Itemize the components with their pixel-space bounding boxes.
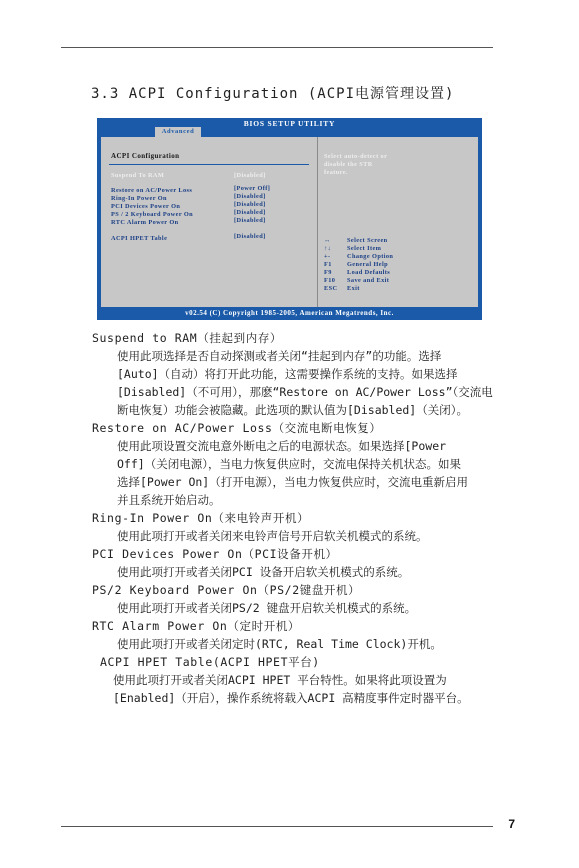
bios-help-line: Select auto-detect or <box>324 153 388 160</box>
bios-divider <box>109 164 309 165</box>
bios-key: F10 <box>324 277 336 284</box>
section-title: 3.3 ACPI Configuration (ACPI电源管理设置) <box>91 86 455 102</box>
bios-heading: ACPI Configuration <box>111 152 180 160</box>
item-heading: Ring-In Power On（来电铃声开机） <box>92 511 310 525</box>
bios-key-desc: Change Option <box>347 253 394 260</box>
bios-key-desc: Select Item <box>347 245 382 252</box>
bios-title: BIOS SETUP UTILITY <box>243 119 336 128</box>
bios-option-value: [Disabled] <box>234 193 266 200</box>
bios-option-value: [Disabled] <box>234 201 266 208</box>
bios-option-value: [Power Off] <box>234 185 271 192</box>
bios-option-label: Restore on AC/Power Loss <box>111 187 193 194</box>
bios-tab-advanced: Advanced <box>155 127 201 137</box>
item-description: 并且系统开始启动。 <box>117 493 221 507</box>
bios-key: ↑↓ <box>324 245 332 252</box>
bios-settings-pane <box>101 137 317 307</box>
bottom-rule <box>61 826 493 827</box>
item-description: 使用此项打开或者关闭PS/2 键盘开启软关机模式的系统。 <box>117 601 417 615</box>
bios-option-label: RTC Alarm Power On <box>111 219 179 226</box>
bios-key-desc: General Help <box>347 261 389 268</box>
bios-option-value: [Disabled] <box>234 217 266 224</box>
bios-option-label: PS / 2 Keyboard Power On <box>111 211 194 218</box>
item-description: [Disabled]（不可用），那麽“Restore on AC/Power Loss”（交流电 <box>117 385 493 399</box>
bios-key: +- <box>324 253 331 260</box>
bios-key-desc: Select Screen <box>347 237 388 244</box>
page-number: 7 <box>508 817 515 831</box>
bios-option-value: [Disabled] <box>234 209 266 216</box>
bios-option-label: ACPI HPET Table <box>111 235 168 242</box>
bios-option-value: [Disabled] <box>234 233 266 240</box>
bios-key-desc: Exit <box>347 285 360 292</box>
item-description: 使用此项设置交流电意外断电之后的电源状态。如果选择[Power <box>117 439 447 453</box>
item-description: 使用此项选择是否自动探测或者关闭“挂起到内存”的功能。选择 <box>117 349 442 363</box>
item-description: 使用此项打开或者关闭ACPI HPET 平台特性。如果将此项设置为 <box>113 673 447 687</box>
item-description: 使用此项打开或者关闭来电铃声信号开启软关机模式的系统。 <box>117 529 428 543</box>
bios-help-line: disable the STR <box>324 161 373 168</box>
item-description: 使用此项打开或者关闭PCI 设备开启软关机模式的系统。 <box>117 565 410 579</box>
bios-option-label: Ring-In Power On <box>111 195 167 202</box>
bios-copyright: v02.54 (C) Copyright 1985-2005, American Megatrends, Inc. <box>185 309 394 317</box>
bios-panel <box>101 137 478 307</box>
bios-option-label: PCI Devices Power On <box>111 203 181 210</box>
bios-option-label: Suspend To RAM <box>111 172 165 179</box>
item-heading: Restore on AC/Power Loss（交流电断电恢复） <box>92 421 382 435</box>
bios-key-desc: Save and Exit <box>347 277 390 284</box>
item-description: Off]（关闭电源），当电力恢复供应时，交流电保持关机状态。如果 <box>117 457 461 471</box>
bios-key: F9 <box>324 269 332 276</box>
bios-screenshot <box>97 118 482 320</box>
bios-key-desc: Load Defaults <box>347 269 391 276</box>
item-description: 使用此项打开或者关闭定时(RTC, Real Time Clock)开机。 <box>117 637 442 651</box>
item-description: 选择[Power On]（打开电源），当电力恢复供应时，交流电重新启用 <box>117 475 468 489</box>
item-description: 断电恢复）功能会被隐藏。此选项的默认值为[Disabled]（关闭）。 <box>117 403 468 417</box>
item-heading: PCI Devices Power On（PCI设备开机） <box>92 547 338 561</box>
item-heading: PS/2 Keyboard Power On（PS/2键盘开机） <box>92 583 361 597</box>
bios-help-line: feature. <box>324 169 348 176</box>
bios-help-pane <box>317 137 479 307</box>
item-description: [Enabled]（开启），操作系统将载入ACPI 高精度事件定时器平台。 <box>113 691 469 705</box>
bios-key: ↔ <box>324 237 331 244</box>
item-heading: ACPI HPET Table(ACPI HPET平台) <box>100 655 320 669</box>
item-description: [Auto]（自动）将打开此功能，这需要操作系统的支持。如果选择 <box>117 367 458 381</box>
bios-key: ESC <box>324 285 338 292</box>
bios-option-value: [Disabled] <box>234 172 266 179</box>
bios-key: F1 <box>324 261 332 268</box>
top-rule <box>61 47 493 48</box>
item-heading: RTC Alarm Power On（定时开机） <box>92 619 301 633</box>
item-heading: Suspend to RAM（挂起到内存） <box>92 331 283 345</box>
